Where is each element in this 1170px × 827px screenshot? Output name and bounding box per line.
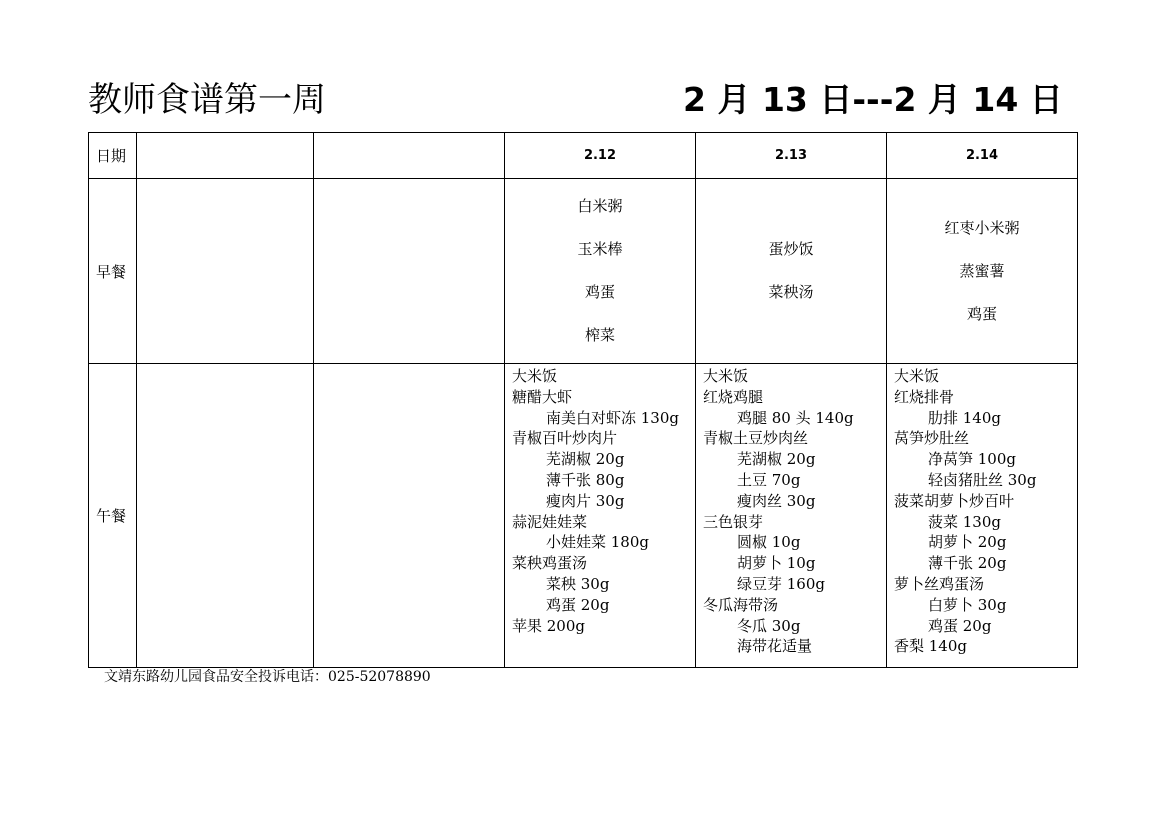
breakfast-item: 菜秧汤 (768, 283, 814, 301)
ingredient-item: 白萝卜 30g (928, 595, 1007, 614)
dish-item: 蒜泥娃娃菜 (512, 512, 588, 531)
date-cell: 2.12 (505, 133, 696, 179)
dish-item: 大米饭 (703, 367, 749, 385)
breakfast-row (89, 179, 1078, 364)
date-cell: 2.13 (696, 133, 887, 179)
ingredient-item: 芜湖椒 20g (546, 450, 625, 469)
ingredient-item: 芜湖椒 20g (737, 450, 816, 469)
page-title: 教师食谱第一周 (88, 80, 326, 120)
ingredient-item: 瘦肉丝 30g (737, 491, 816, 510)
dish-item: 冬瓜海带汤 (703, 595, 779, 614)
ingredient-item: 海带花适量 (737, 637, 813, 656)
breakfast-item: 蛋炒饭 (768, 240, 814, 258)
menu-table (88, 132, 1078, 668)
ingredient-item: 瘦肉片 30g (546, 491, 625, 510)
dish-item: 糖醋大虾 (512, 387, 573, 406)
ingredient-item: 胡萝卜 20g (928, 533, 1007, 552)
dish-item: 苹果 200g (512, 616, 586, 635)
breakfast-cell (696, 179, 887, 364)
ingredient-item: 圆椒 10g (737, 533, 801, 552)
lunch-cell (505, 364, 696, 668)
ingredient-item: 菜秧 30g (546, 574, 610, 593)
breakfast-item: 鸡蛋 (584, 283, 615, 301)
lunch-cell (137, 364, 314, 668)
row-label-breakfast: 早餐 (89, 179, 137, 364)
breakfast-cell (137, 179, 314, 364)
breakfast-cell (887, 179, 1078, 364)
ingredient-item: 胡萝卜 10g (737, 554, 816, 573)
ingredient-item: 薄千张 20g (928, 554, 1007, 573)
date-range: 2 月 13 日---2 月 14 日 (683, 80, 1063, 119)
dish-item: 菠菜胡萝卜炒百叶 (894, 491, 1015, 510)
row-label-lunch: 午餐 (89, 364, 137, 668)
ingredient-item: 肋排 140g (928, 408, 1002, 427)
breakfast-item: 白米粥 (577, 197, 623, 215)
ingredient-item: 鸡蛋 20g (928, 616, 992, 635)
lunch-row (89, 364, 1078, 668)
ingredient-item: 冬瓜 30g (737, 616, 801, 635)
dish-item: 菜秧鸡蛋汤 (512, 554, 588, 573)
dish-item: 红烧排骨 (894, 387, 955, 406)
row-label-date: 日期 (89, 133, 137, 179)
complaint-hotline: 文靖东路幼儿园食品安全投诉电话：025-52078890 (104, 669, 431, 685)
date-cell (314, 133, 505, 179)
ingredient-item: 小娃娃菜 180g (546, 533, 650, 552)
ingredient-item: 土豆 70g (737, 470, 801, 489)
date-cell (137, 133, 314, 179)
breakfast-item: 红枣小米粥 (944, 218, 1020, 237)
ingredient-item: 菠菜 130g (928, 512, 1002, 531)
lunch-cell (887, 364, 1078, 668)
ingredient-item: 鸡腿 80 头 140g (737, 408, 854, 427)
ingredient-item: 绿豆芽 160g (737, 574, 826, 593)
dish-item: 萝卜丝鸡蛋汤 (894, 574, 985, 593)
ingredient-item: 轻卤猪肚丝 30g (928, 470, 1037, 489)
date-row (89, 133, 1078, 179)
ingredient-item: 鸡蛋 20g (546, 595, 610, 614)
dish-item: 香梨 140g (894, 637, 968, 656)
dish-item: 青椒土豆炒肉丝 (703, 429, 809, 448)
dish-item: 三色银芽 (703, 512, 764, 531)
breakfast-item: 榨菜 (584, 326, 615, 344)
ingredient-item: 薄千张 80g (546, 470, 625, 489)
date-cell: 2.14 (887, 133, 1078, 179)
dish-item: 红烧鸡腿 (703, 387, 764, 406)
dish-item: 大米饭 (894, 367, 940, 385)
dish-item: 大米饭 (512, 367, 558, 385)
lunch-cell (696, 364, 887, 668)
dish-item: 莴笋炒肚丝 (894, 429, 970, 448)
breakfast-item: 玉米棒 (577, 240, 623, 258)
breakfast-item: 鸡蛋 (966, 304, 997, 323)
breakfast-item: 蒸蜜薯 (959, 261, 1005, 280)
breakfast-cell (314, 179, 505, 364)
dish-item: 青椒百叶炒肉片 (512, 429, 618, 448)
ingredient-item: 净莴笋 100g (928, 450, 1017, 469)
lunch-cell (314, 364, 505, 668)
breakfast-cell (505, 179, 696, 364)
ingredient-item: 南美白对虾冻 130g (546, 408, 680, 427)
